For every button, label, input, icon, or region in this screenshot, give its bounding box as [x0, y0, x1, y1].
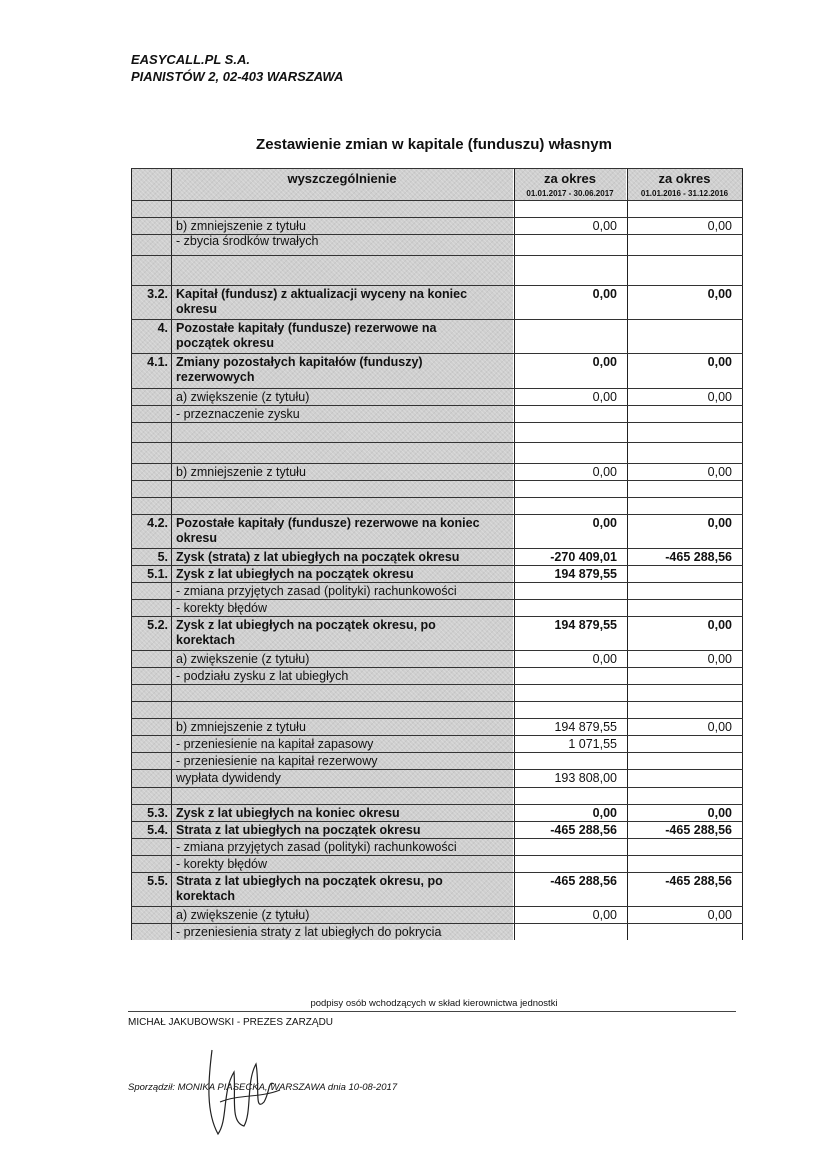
row-value-period1: 0,00: [592, 287, 617, 302]
row-number: 5.5.: [147, 873, 168, 888]
row-number: 5.2.: [147, 618, 168, 633]
header-period2-range: 01.01.2016 - 31.12.2016: [640, 189, 729, 198]
grid-hline-row: [131, 616, 743, 617]
row-value-period2: 0,00: [707, 805, 732, 820]
row-value-period2: 0,00: [707, 618, 732, 633]
row-description: - podziału zysku z lat ubiegłych: [176, 669, 349, 684]
row-number: 4.2.: [147, 515, 168, 530]
grid-hline-row: [131, 718, 743, 719]
row-value-period1: -270 409,01: [550, 549, 617, 564]
header-period1-label: za okres: [543, 171, 597, 186]
row-description: b) zmniejszenie z tytułu: [176, 219, 306, 234]
row-description-continued: korektach: [176, 633, 236, 648]
row-description: - korekty błędów: [176, 856, 268, 871]
row-description: Zysk z lat ubiegłych na początek okresu: [176, 566, 414, 581]
row-value-period1: 1 071,55: [568, 737, 617, 752]
grid-hline-row: [131, 787, 743, 788]
row-description: Pozostałe kapitały (fundusze) rezerwowe na koniec: [176, 515, 480, 530]
row-value-period1: 0,00: [592, 907, 617, 922]
row-description: - przeznaczenie zysku: [176, 406, 300, 421]
row-description: - przeniesienia straty z lat ubiegłych do pokrycia: [176, 924, 442, 939]
row-value-period2: -465 288,56: [665, 549, 732, 564]
row-value-period1: 0,00: [592, 652, 617, 667]
equity-changes-table: [131, 168, 742, 940]
grid-hline-row: [131, 582, 743, 583]
row-description-continued: - zbycia środków trwałych: [176, 234, 319, 249]
row-value-period1: 194 879,55: [554, 618, 617, 633]
row-description-continued: początek okresu: [176, 336, 274, 351]
grid-hline-header: [131, 200, 743, 201]
row-description: - przeniesienie na kapitał rezerwowy: [176, 754, 378, 769]
row-number: 3.2.: [147, 287, 168, 302]
row-value-period2: 0,00: [707, 652, 732, 667]
row-value-period2: 0,00: [707, 720, 732, 735]
row-value-period1: 0,00: [592, 464, 617, 479]
row-description: b) zmniejszenie z tytułu: [176, 464, 306, 479]
row-value-period1: -465 288,56: [550, 822, 617, 837]
grid-hline-row: [131, 650, 743, 651]
row-description: Zysk z lat ubiegłych na koniec okresu: [176, 805, 400, 820]
row-description-continued: okresu: [176, 530, 217, 545]
signature-line: [128, 1011, 736, 1012]
row-value-period2: 0,00: [707, 515, 732, 530]
row-value-period1: 0,00: [592, 355, 617, 370]
row-value-period1: 0,00: [592, 515, 617, 530]
row-number: 5.3.: [147, 805, 168, 820]
handwritten-signature: [200, 1042, 290, 1142]
row-description: - zmiana przyjętych zasad (polityki) rachunkowości: [176, 583, 457, 598]
grid-hline-row: [131, 497, 743, 498]
header-period2-label: za okres: [658, 171, 711, 186]
grid-hline-row: [131, 480, 743, 481]
row-description: Kapitał (fundusz) z aktualizacji wyceny na koniec: [176, 287, 468, 302]
row-description-continued: rezerwowych: [176, 370, 255, 385]
grid-hline-row: [131, 285, 743, 286]
row-value-period2: -465 288,56: [665, 822, 732, 837]
row-description: a) zwiększenie (z tytułu): [176, 652, 310, 667]
row-number: 5.: [157, 549, 168, 564]
row-description: Zysk z lat ubiegłych na początek okresu, po: [176, 618, 436, 633]
grid-hline-row: [131, 353, 743, 354]
row-description: Zmiany pozostałych kapitałów (funduszy): [176, 355, 423, 370]
grid-hline-row: [131, 565, 743, 566]
row-description: Strata z lat ubiegłych na początek okresu, po: [176, 873, 443, 888]
header-period1-range: 01.01.2017 - 30.06.2017: [526, 189, 614, 198]
row-description: - zmiana przyjętych zasad (polityki) rachunkowości: [176, 839, 457, 854]
row-value-period2: 0,00: [707, 389, 732, 404]
prepared-by: Sporządził: MONIKA PIASECKA, WARSZAWA dnia 10-08-2017: [128, 1082, 398, 1093]
grid-hline-row: [131, 599, 743, 600]
row-value-period2: 0,00: [707, 464, 732, 479]
row-value-period1: 0,00: [592, 219, 617, 234]
grid-hline-row: [131, 667, 743, 668]
row-number: 5.4.: [147, 822, 168, 837]
grid-hline-row: [131, 701, 743, 702]
row-description: wypłata dywidendy: [176, 771, 281, 786]
row-description: Zysk (strata) z lat ubiegłych na początek okresu: [176, 549, 460, 564]
row-value-period2: 0,00: [707, 287, 732, 302]
grid-hline-top: [131, 168, 743, 169]
grid-hline-row: [131, 906, 743, 907]
signer-name: MICHAŁ JAKUBOWSKI - PREZES ZARZĄDU: [128, 1017, 334, 1028]
grid-hline-row: [131, 684, 743, 685]
row-description-continued: okresu: [176, 302, 217, 317]
row-number: 5.1.: [147, 566, 168, 581]
grid-vline-number: [171, 168, 172, 940]
row-description: - korekty błędów: [176, 600, 268, 615]
row-number: 4.: [157, 321, 168, 336]
grid-vline-left: [131, 168, 132, 940]
signers-caption: podpisy osób wchodzących w skład kierownictwa jednostki: [310, 998, 558, 1009]
row-value-period1: 193 808,00: [554, 771, 617, 786]
row-value-period1: 194 879,55: [554, 566, 617, 581]
row-description-continued: korektach: [176, 888, 236, 903]
row-value-period1: -465 288,56: [550, 873, 617, 888]
grid-hline-row: [131, 735, 743, 736]
row-value-period2: 0,00: [707, 355, 732, 370]
grid-hline-row: [131, 422, 743, 423]
header-description: wyszczególnienie: [287, 171, 397, 186]
company-name: EASYCALL.PL S.A.: [131, 52, 250, 67]
row-value-period1: 0,00: [592, 389, 617, 404]
document-title: Zestawienie zmian w kapitale (funduszu) własnym: [256, 136, 612, 153]
row-value-period2: 0,00: [707, 907, 732, 922]
row-description: Pozostałe kapitały (fundusze) rezerwowe na: [176, 321, 437, 336]
grid-hline-row: [131, 752, 743, 753]
grid-hline-row: [131, 319, 743, 320]
grid-hline-row: [131, 769, 743, 770]
row-number: 4.1.: [147, 355, 168, 370]
row-description: a) zwiększenie (z tytułu): [176, 389, 310, 404]
row-value-period2: 0,00: [707, 219, 732, 234]
row-value-period2: -465 288,56: [665, 873, 732, 888]
row-description: b) zmniejszenie z tytułu: [176, 720, 306, 735]
row-description: - przeniesienie na kapitał zapasowy: [176, 737, 374, 752]
grid-hline-row: [131, 217, 743, 218]
grid-hline-row: [131, 442, 743, 443]
grid-vline-right: [742, 168, 743, 940]
grid-hline-row: [131, 923, 743, 924]
row-value-period1: 194 879,55: [554, 720, 617, 735]
row-description: a) zwiększenie (z tytułu): [176, 907, 310, 922]
row-description: Strata z lat ubiegłych na początek okresu: [176, 822, 421, 837]
company-address: PIANISTÓW 2, 02-403 WARSZAWA: [131, 69, 344, 84]
row-value-period1: 0,00: [592, 805, 617, 820]
grid-hline-row: [131, 255, 743, 256]
